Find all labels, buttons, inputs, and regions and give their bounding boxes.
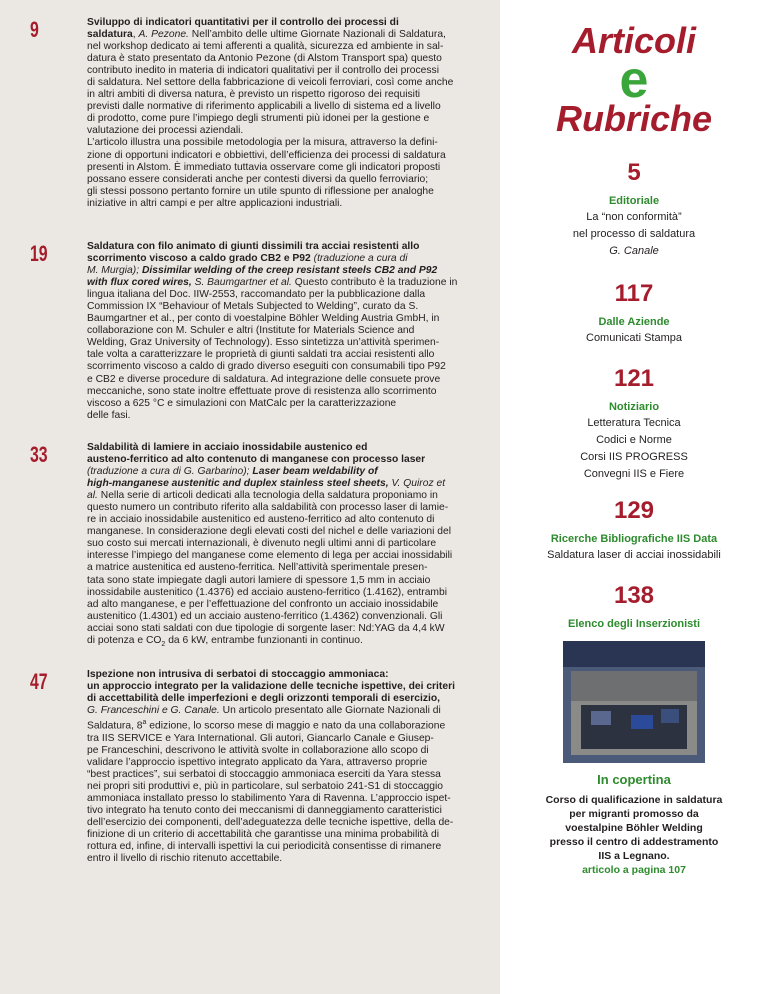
cover-description: Corso di qualificazione in saldatura per migranti promosso da voestalpine Böhler Welding presso il centro di addestramento IIS a Legnano. articolo a pagina 107 (500, 793, 768, 877)
section-title: Ricerche Bibliografiche IIS Data (550, 533, 718, 545)
article-text: Ispezione non intrusiva di serbatoi di stoccaggio ammoniaca: un approccio integrato per la validazione delle tecniche ispettive, dei criteri di accettabilità delle imperfezioni e degli orizzonti temporali di esercizio, G. Franceschini e G. Canale. Un articolo presentato alle Giornate Nazionali di Saldatura, 8$^a$ edizione, lo scorso mese di maggio e nato da una collaborazione tra IIS SERVICE e Yara International. Gli autori, Giancarlo Canale e Giusep- pe Franceschini, descrivono le attività svolte in collaborazione allo scopo di validare l’approccio ispettivo integrato applicato da Yara, attraverso proprie “best practices”, sui serbatoi di stoccaggio ammoniaca eserciti da Yara stessa nei propri siti produttivi e, più in particolare, sul serbatoio 241-S1 di stoccaggio ammoniaca installato presso lo stabilimento Yara di Ravenna. L’approccio ispet- tivo integrato ha tenuto conto dei meccanismi di danneggiamento caratteristici dell’esercizio dei componenti, dell’adeguatezza delle tecniche ispettive, della de- finizione di un criterio di accettabilità che garantisse una minima probabilità di rottura ed, infine, di intervalli ispettivi la cui periodicità consentisse di rimanere entro il livello di rischio ritenuto accettabile. (87, 669, 455, 865)
article-text: Saldatura con filo animato di giunti dissimili tra acciai resistenti allo scorrimento viscoso a caldo grado CB2 e P92 (traduzione a cura di M. Murgia); Dissimilar welding of the creep resistant steels CB2 and P92 with flux cored wires, S. Baumgartner et al. Questo contributo è la traduzione in lingua italiana del Doc. IIW-2553, raccomandato per la pubblicazione dalla Commission IX “Behaviour of Metals Subjected to Welding”, curato da S. Baumgartner et al., per conto di voestalpine Böhler Welding Austria GmbH, in collaborazione con M. Schuler e altri (Institute for Materials Science and Welding, Graz University of Technology). Esso sintetizza un’attività sperimen- tale volta a caratterizzare le proprietà di giunti saldati tra acciai resistenti allo scorrimento viscoso a caldo di grado diverso eseguiti con consumabili tipo P92 e CB2 e diverse procedure di saldatura. Ad integrazione delle consuete prove meccaniche, sono state inoltre effettuate prove di resistenza allo scorrimento viscoso a 625 °C e simulazioni con MatCalc per la caratterizzazione delle fasi. (87, 241, 458, 421)
cover-photo (571, 671, 697, 755)
header-articoli: Articoli (571, 20, 696, 61)
section-title: Elenco degli Inserzionisti (567, 618, 701, 630)
section-page: 121 (613, 365, 655, 392)
section-inserzionisti[interactable] (500, 583, 768, 632)
section-title: Editoriale (608, 195, 660, 207)
cover-masthead (563, 641, 705, 667)
section-page: 129 (613, 497, 655, 524)
page-number: 19 (30, 241, 48, 266)
section-notiziario[interactable]: 121 Notiziario Letteratura Tecnica Codici e Norme Corsi IIS PROGRESS Convegni IIS e Fiere (500, 366, 768, 483)
section-page: 117 (614, 280, 654, 307)
section-editoriale[interactable]: 5 Editoriale La “non conformità” nel processo di saldatura G. Canale (500, 160, 768, 260)
section-page: 138 (613, 582, 655, 609)
article-author: A. Pezone. (138, 29, 189, 41)
cover-article-link[interactable]: articolo a pagina 107 (582, 864, 686, 876)
page-number: 47 (30, 669, 48, 694)
page-number: 9 (30, 17, 39, 42)
section-title: Notiziario (608, 401, 660, 413)
section-author: G. Canale (609, 245, 659, 257)
header-rubriche: Rubriche (555, 98, 713, 139)
section-dalle-aziende[interactable]: 117 Dalle Aziende Comunicati Stampa (500, 281, 768, 347)
section-title: Dalle Aziende (598, 316, 670, 328)
section-ricerche[interactable]: 129 Ricerche Bibliografiche IIS Data Saldatura laser di acciai inossidabili (500, 498, 768, 564)
cover-heading: In copertina (597, 772, 671, 787)
section-page: 5 (627, 159, 641, 186)
article-text: Sviluppo di indicatori quantitativi per il controllo dei processi di saldatura, A. Pezone. Nell’ambito delle ultime Giornate Nazionali di Saldatura, nel workshop dedicato ai temi afferenti a qualità, sicurezza ed ambiente in sal- datura è stato presentato da Antonio Pezone (di Alstom Transport spa) questo contributo inedito in materia di indicatori qualitativi per il controllo dei processi di saldatura. Nel settore della fabbricazione di veicoli ferroviari, così come anche in altri ambiti di diversa natura, è previsto un rispetto rigoroso dei requisiti previsti dalle normative di riferimento applicabili a livello di sistema ed a livello di prodotto, come pure l’impiego degli strumenti più idonei per la gestione e valutazione dei processi aziendali. L’articolo illustra una possibile metodologia per la misura, attraverso la defini- zione di opportuni indicatori e obbiettivi, dell’efficienza dei processi di saldatura presenti in Alstom. È immediato tuttavia osservare come gli indicatori proposti possano essere considerati anche per contesti diversi da quello ferroviario; gli stessi possono pertanto fornire un utile spunto di riflessione per analoghe iniziative in altri campi e per altre applicazioni industriali. (87, 17, 454, 209)
page-number: 33 (30, 442, 48, 467)
header-e: e (619, 51, 649, 109)
article-text: Saldabilità di lamiere in acciaio inossidabile austenico ed austeno-ferritico ad alto contenuto di manganese con processo laser (traduzione a cura di G. Garbarino); Laser beam weldability of high-manganese austenitic and duplex stainless steel sheets, V. Quiroz et al. Nella serie di articoli dedicati alla tecnologia della saldatura proponiamo in questo numero un contributo riferito alla saldabilità con processo laser di lamie- re in acciaio inossidabile austenitico ed austeno-ferritico ad alto contenuto di manganese. In considerazione degli elevati costi del nichel e delle variazioni del suo costo sui mercati internazionali, è divenuto negli ultimi anni di particolare interesse l’impiego del manganese come elemento di lega per acciai inossidabili a matrice austenitica ed austeno-ferritica. Nell’attività sperimentale presen- tata sono state impiegate dagli autori lamiere di spessore 1,5 mm in acciaio inossidabile austenitico (1.4376) ed acciaio austeno-ferritico (1.4162), entrambi ad alto manganese, e per l’effettuazione del confronto un acciaio inossidabile austenitico (1.4301) ed un acciaio austeno-ferritico (1.4362) convenzionali. Gli acciai sono stati saldati con due tipologie di sorgente laser: Nd:YAG da 4,4 kW di potenza e $CO_2$ da 6 kW, entrambe funzionanti in continuo. (87, 442, 453, 648)
cover-image[interactable] (563, 641, 705, 763)
